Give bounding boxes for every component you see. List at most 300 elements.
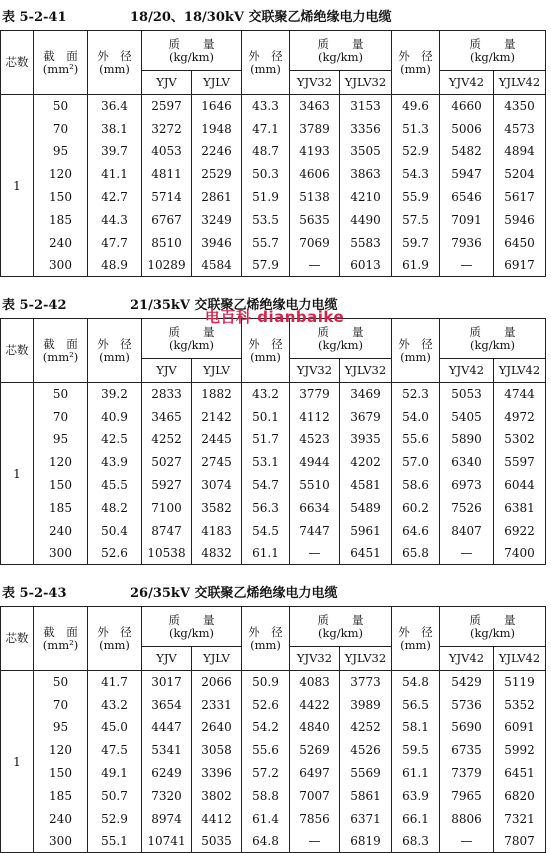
table-cell: 3463: [290, 95, 340, 118]
table-cell: 6497: [290, 762, 340, 785]
table-row: [1, 807, 546, 830]
table-cell: 5138: [290, 186, 340, 209]
table-cell: 3465: [142, 405, 192, 428]
table-cell: 53.1: [242, 451, 290, 474]
table-cell: 57.9: [242, 254, 290, 277]
table-cell: 3863: [340, 163, 392, 186]
table-cell: 57.2: [242, 762, 290, 785]
header-mass-unit: (kg/km): [168, 337, 215, 352]
table-cell: 7526: [440, 496, 494, 519]
table-row: [1, 693, 546, 716]
table-cell: 5946: [494, 208, 546, 231]
table-cell: 5035: [192, 830, 242, 853]
header-yjlv32: YJLV32: [340, 647, 392, 671]
table-cell: 4112: [290, 405, 340, 428]
header-mass: [440, 31, 546, 71]
table-cell: —: [290, 542, 340, 565]
header-diameter-unit: (mm): [400, 61, 431, 76]
header-diameter-label: 外 径: [398, 48, 433, 63]
header-yjv42: YJV42: [440, 359, 494, 383]
table-cell: 50: [34, 95, 88, 118]
table-cell: 10538: [142, 542, 192, 565]
table-cell: 4490: [340, 208, 392, 231]
table-cell: 3789: [290, 117, 340, 140]
table-cell: 8747: [142, 519, 192, 542]
table-cell: 3773: [340, 671, 392, 694]
table-cell: 3935: [340, 428, 392, 451]
table-row: [1, 496, 546, 519]
table-cell: 95: [34, 140, 88, 163]
table-cell: 3074: [192, 474, 242, 497]
header-diameter: [242, 607, 290, 671]
table-cell: 47.5: [88, 739, 142, 762]
table-cell: 7379: [440, 762, 494, 785]
header-mass-unit: (kg/km): [168, 625, 215, 640]
table-cell: 63.9: [392, 784, 440, 807]
table-cell: 65.8: [392, 542, 440, 565]
table-cell: 61.4: [242, 807, 290, 830]
core-count: 1: [1, 671, 34, 853]
header-mass-unit: (kg/km): [469, 49, 516, 64]
table-cell: 53.5: [242, 208, 290, 231]
header-mass-label: 质 量: [469, 324, 516, 339]
header-mass-label: 质 量: [469, 36, 516, 51]
header-mass: [142, 31, 242, 71]
core-count: 1: [1, 95, 34, 277]
table-cell: 47.7: [88, 231, 142, 254]
table-cell: 5053: [440, 383, 494, 406]
table-cell: 240: [34, 807, 88, 830]
table-cell: 4210: [340, 186, 392, 209]
table-number: 表 5-2-43: [2, 586, 67, 601]
table-cell: 55.9: [392, 186, 440, 209]
header-mass-label: 质 量: [168, 324, 215, 339]
table-cell: 3779: [290, 383, 340, 406]
table-cell: 5714: [142, 186, 192, 209]
table-cell: 5204: [494, 163, 546, 186]
header-core: 芯数: [1, 31, 34, 95]
table-cell: 4422: [290, 693, 340, 716]
table-cell: 70: [34, 693, 88, 716]
table-cell: 3946: [192, 231, 242, 254]
table-cell: 47.1: [242, 117, 290, 140]
table-cell: 4193: [290, 140, 340, 163]
table-cell: 95: [34, 428, 88, 451]
table-row: [1, 428, 546, 451]
header-section: [34, 607, 88, 671]
table-cell: 51.7: [242, 428, 290, 451]
table-cell: 2445: [192, 428, 242, 451]
table-cell: 5635: [290, 208, 340, 231]
header-yjv32: YJV32: [290, 359, 340, 383]
header-mass-unit: (kg/km): [317, 49, 364, 64]
table-cell: 50.7: [88, 784, 142, 807]
header-section-label: 截 面: [43, 48, 78, 63]
table-row: [1, 383, 546, 406]
header-yjv: YJV: [142, 71, 192, 95]
header-yjlv42: YJLV42: [494, 71, 546, 95]
table-cell: 150: [34, 762, 88, 785]
table-cell: 64.6: [392, 519, 440, 542]
table-cell: 4894: [494, 140, 546, 163]
table-cell: 300: [34, 830, 88, 853]
table-cell: 4811: [142, 163, 192, 186]
table-cell: 52.9: [88, 807, 142, 830]
table-cell: 120: [34, 163, 88, 186]
table-row: [1, 163, 546, 186]
table-cell: 150: [34, 474, 88, 497]
table-cell: 52.6: [242, 693, 290, 716]
table-cell: 5736: [440, 693, 494, 716]
table-cell: 55.1: [88, 830, 142, 853]
table-cell: 4252: [142, 428, 192, 451]
table-cell: 5690: [440, 716, 494, 739]
table-cell: 54.3: [392, 163, 440, 186]
table-cell: 8806: [440, 807, 494, 830]
table-cell: 7400: [494, 542, 546, 565]
table-cell: 49.1: [88, 762, 142, 785]
table-cell: 5482: [440, 140, 494, 163]
header-diameter-label: 外 径: [248, 624, 283, 639]
header-mass-label: 质 量: [168, 612, 215, 627]
cable-spec-table: [0, 606, 546, 853]
header-section-label: 截 面: [43, 336, 78, 351]
header-diameter: [88, 607, 142, 671]
table-cell: 58.8: [242, 784, 290, 807]
table-cell: 5510: [290, 474, 340, 497]
table-cell: 1646: [192, 95, 242, 118]
table-cell: 51.9: [242, 186, 290, 209]
header-mass-label: 质 量: [317, 612, 364, 627]
table-title: 21/35kV 交联聚乙烯绝缘电力电缆: [130, 298, 338, 313]
header-yjlv: YJLV: [192, 647, 242, 671]
table-cell: 4606: [290, 163, 340, 186]
table-cell: —: [440, 254, 494, 277]
table-cell: 4526: [340, 739, 392, 762]
header-diameter: [392, 607, 440, 671]
header-mass: [290, 607, 392, 647]
table-cell: 4660: [440, 95, 494, 118]
header-section: [34, 319, 88, 383]
table-cell: 4584: [192, 254, 242, 277]
header-yjv42: YJV42: [440, 71, 494, 95]
header-diameter-label: 外 径: [97, 624, 132, 639]
table-cell: 3272: [142, 117, 192, 140]
table-caption: [0, 576, 551, 606]
header-mass-label: 质 量: [469, 612, 516, 627]
table-cell: 7091: [440, 208, 494, 231]
table-cell: 45.0: [88, 716, 142, 739]
table-cell: 4523: [290, 428, 340, 451]
table-cell: 2861: [192, 186, 242, 209]
table-cell: 8407: [440, 519, 494, 542]
table-cell: 3249: [192, 208, 242, 231]
header-mass: [290, 31, 392, 71]
table-cell: 4832: [192, 542, 242, 565]
table-section-2: [0, 288, 551, 565]
table-cell: 61.1: [242, 542, 290, 565]
table-cell: 50.3: [242, 163, 290, 186]
table-row: [1, 451, 546, 474]
table-cell: 5489: [340, 496, 392, 519]
table-cell: 55.7: [242, 231, 290, 254]
table-cell: 6249: [142, 762, 192, 785]
header-diameter-label: 外 径: [248, 336, 283, 351]
table-cell: 5429: [440, 671, 494, 694]
table-cell: 5597: [494, 451, 546, 474]
table-cell: 120: [34, 739, 88, 762]
table-cell: 6381: [494, 496, 546, 519]
table-cell: —: [440, 542, 494, 565]
table-row: [1, 231, 546, 254]
table-row: [1, 830, 546, 853]
table-cell: 6735: [440, 739, 494, 762]
table-cell: 150: [34, 186, 88, 209]
header-section: [34, 31, 88, 95]
table-row: [1, 95, 546, 118]
table-cell: 6451: [494, 762, 546, 785]
header-section-unit: (mm²): [42, 61, 79, 76]
table-cell: 64.8: [242, 830, 290, 853]
table-cell: 8510: [142, 231, 192, 254]
table-row: [1, 140, 546, 163]
header-mass: [440, 319, 546, 359]
table-cell: 5569: [340, 762, 392, 785]
table-cell: 3153: [340, 95, 392, 118]
table-cell: 52.6: [88, 542, 142, 565]
table-cell: 7807: [494, 830, 546, 853]
header-diameter: [242, 319, 290, 383]
table-cell: 7856: [290, 807, 340, 830]
table-cell: 44.3: [88, 208, 142, 231]
header-core: 芯数: [1, 607, 34, 671]
table-cell: 55.6: [392, 428, 440, 451]
table-cell: 56.5: [392, 693, 440, 716]
header-mass: [440, 607, 546, 647]
table-row: [1, 208, 546, 231]
header-diameter-label: 外 径: [398, 336, 433, 351]
table-cell: 50: [34, 383, 88, 406]
table-row: [1, 716, 546, 739]
table-cell: 1948: [192, 117, 242, 140]
table-cell: 6634: [290, 496, 340, 519]
table-cell: 43.2: [242, 383, 290, 406]
table-number: 表 5-2-41: [2, 10, 67, 25]
cable-spec-table: [0, 30, 546, 277]
table-cell: 5352: [494, 693, 546, 716]
header-mass-unit: (kg/km): [469, 625, 516, 640]
table-cell: 3802: [192, 784, 242, 807]
header-diameter: [392, 31, 440, 95]
table-cell: 4252: [340, 716, 392, 739]
table-cell: 58.6: [392, 474, 440, 497]
table-cell: 50.1: [242, 405, 290, 428]
table-cell: 2066: [192, 671, 242, 694]
table-cell: 42.5: [88, 428, 142, 451]
table-cell: 40.9: [88, 405, 142, 428]
table-cell: 4083: [290, 671, 340, 694]
table-cell: 2142: [192, 405, 242, 428]
table-cell: 5341: [142, 739, 192, 762]
table-cell: 5992: [494, 739, 546, 762]
header-diameter-label: 外 径: [398, 624, 433, 639]
table-cell: 48.2: [88, 496, 142, 519]
table-caption: [0, 0, 551, 30]
header-yjv32: YJV32: [290, 647, 340, 671]
table-cell: 54.2: [242, 716, 290, 739]
table-cell: 60.2: [392, 496, 440, 519]
header-core: 芯数: [1, 319, 34, 383]
header-yjv42: YJV42: [440, 647, 494, 671]
table-cell: 5927: [142, 474, 192, 497]
header-mass-unit: (kg/km): [469, 337, 516, 352]
table-cell: 45.5: [88, 474, 142, 497]
table-cell: 48.7: [242, 140, 290, 163]
table-cell: 2246: [192, 140, 242, 163]
table-cell: 51.3: [392, 117, 440, 140]
table-cell: 41.7: [88, 671, 142, 694]
table-cell: 4581: [340, 474, 392, 497]
table-cell: —: [440, 830, 494, 853]
table-cell: 3017: [142, 671, 192, 694]
table-cell: 56.3: [242, 496, 290, 519]
header-diameter-unit: (mm): [250, 349, 281, 364]
table-cell: 59.7: [392, 231, 440, 254]
header-yjlv: YJLV: [192, 359, 242, 383]
table-cell: 6767: [142, 208, 192, 231]
table-cell: 300: [34, 254, 88, 277]
table-cell: 58.1: [392, 716, 440, 739]
table-cell: 68.3: [392, 830, 440, 853]
table-cell: 4412: [192, 807, 242, 830]
table-title: 18/20、18/30kV 交联聚乙烯绝缘电力电缆: [130, 10, 392, 25]
core-count: 1: [1, 383, 34, 565]
table-cell: 2597: [142, 95, 192, 118]
table-cell: 10741: [142, 830, 192, 853]
table-cell: 5861: [340, 784, 392, 807]
table-cell: 38.1: [88, 117, 142, 140]
table-cell: 70: [34, 405, 88, 428]
header-mass-label: 质 量: [317, 36, 364, 51]
header-yjv32: YJV32: [290, 71, 340, 95]
table-cell: 3505: [340, 140, 392, 163]
table-row: [1, 542, 546, 565]
table-row: [1, 671, 546, 694]
table-cell: 6820: [494, 784, 546, 807]
header-diameter-unit: (mm): [400, 637, 431, 652]
table-cell: 2833: [142, 383, 192, 406]
table-row: [1, 186, 546, 209]
header-diameter: [242, 31, 290, 95]
header-mass-label: 质 量: [168, 36, 215, 51]
header-diameter-unit: (mm): [99, 349, 130, 364]
table-cell: 52.3: [392, 383, 440, 406]
table-row: [1, 254, 546, 277]
table-cell: 7007: [290, 784, 340, 807]
table-cell: 240: [34, 231, 88, 254]
table-cell: 57.5: [392, 208, 440, 231]
table-cell: 36.4: [88, 95, 142, 118]
table-cell: 5947: [440, 163, 494, 186]
header-yjlv: YJLV: [192, 71, 242, 95]
table-row: [1, 784, 546, 807]
table-cell: 50: [34, 671, 88, 694]
table-cell: —: [290, 254, 340, 277]
table-cell: 120: [34, 451, 88, 474]
table-cell: 7936: [440, 231, 494, 254]
table-cell: 6973: [440, 474, 494, 497]
table-cell: 5617: [494, 186, 546, 209]
header-diameter-unit: (mm): [250, 61, 281, 76]
table-number: 表 5-2-42: [2, 298, 67, 313]
header-diameter-unit: (mm): [99, 61, 130, 76]
table-cell: 95: [34, 716, 88, 739]
table-row: [1, 739, 546, 762]
table-cell: 43.2: [88, 693, 142, 716]
table-cell: 7321: [494, 807, 546, 830]
table-cell: 185: [34, 208, 88, 231]
table-cell: 3356: [340, 117, 392, 140]
table-cell: 3469: [340, 383, 392, 406]
table-cell: 42.7: [88, 186, 142, 209]
table-cell: 66.1: [392, 807, 440, 830]
header-diameter-unit: (mm): [99, 637, 130, 652]
table-cell: 50.9: [242, 671, 290, 694]
table-cell: 3582: [192, 496, 242, 519]
table-cell: 5890: [440, 428, 494, 451]
table-cell: 6044: [494, 474, 546, 497]
table-cell: 2331: [192, 693, 242, 716]
table-cell: 4744: [494, 383, 546, 406]
table-cell: 54.0: [392, 405, 440, 428]
table-cell: 50.4: [88, 519, 142, 542]
header-mass-unit: (kg/km): [317, 337, 364, 352]
table-cell: 240: [34, 519, 88, 542]
table-cell: 5405: [440, 405, 494, 428]
table-cell: 6546: [440, 186, 494, 209]
table-cell: 43.3: [242, 95, 290, 118]
table-cell: 5302: [494, 428, 546, 451]
table-cell: 5006: [440, 117, 494, 140]
table-cell: 3679: [340, 405, 392, 428]
table-cell: 3058: [192, 739, 242, 762]
header-diameter: [88, 31, 142, 95]
table-cell: 1882: [192, 383, 242, 406]
header-mass-unit: (kg/km): [168, 49, 215, 64]
table-cell: 185: [34, 496, 88, 519]
header-diameter-label: 外 径: [97, 48, 132, 63]
table-cell: 4944: [290, 451, 340, 474]
header-mass-unit: (kg/km): [317, 625, 364, 640]
table-cell: 61.9: [392, 254, 440, 277]
header-yjv: YJV: [142, 359, 192, 383]
table-cell: 2640: [192, 716, 242, 739]
table-cell: 61.1: [392, 762, 440, 785]
table-cell: 300: [34, 542, 88, 565]
table-cell: 185: [34, 784, 88, 807]
table-cell: 49.6: [392, 95, 440, 118]
table-cell: 6371: [340, 807, 392, 830]
table-section-1: [0, 0, 551, 277]
table-cell: 3654: [142, 693, 192, 716]
table-cell: 7100: [142, 496, 192, 519]
table-cell: 4183: [192, 519, 242, 542]
table-cell: 6922: [494, 519, 546, 542]
header-section-unit: (mm²): [42, 349, 79, 364]
table-cell: 3989: [340, 693, 392, 716]
table-cell: 7965: [440, 784, 494, 807]
watermark: 电百科 dianbaike: [205, 308, 345, 326]
